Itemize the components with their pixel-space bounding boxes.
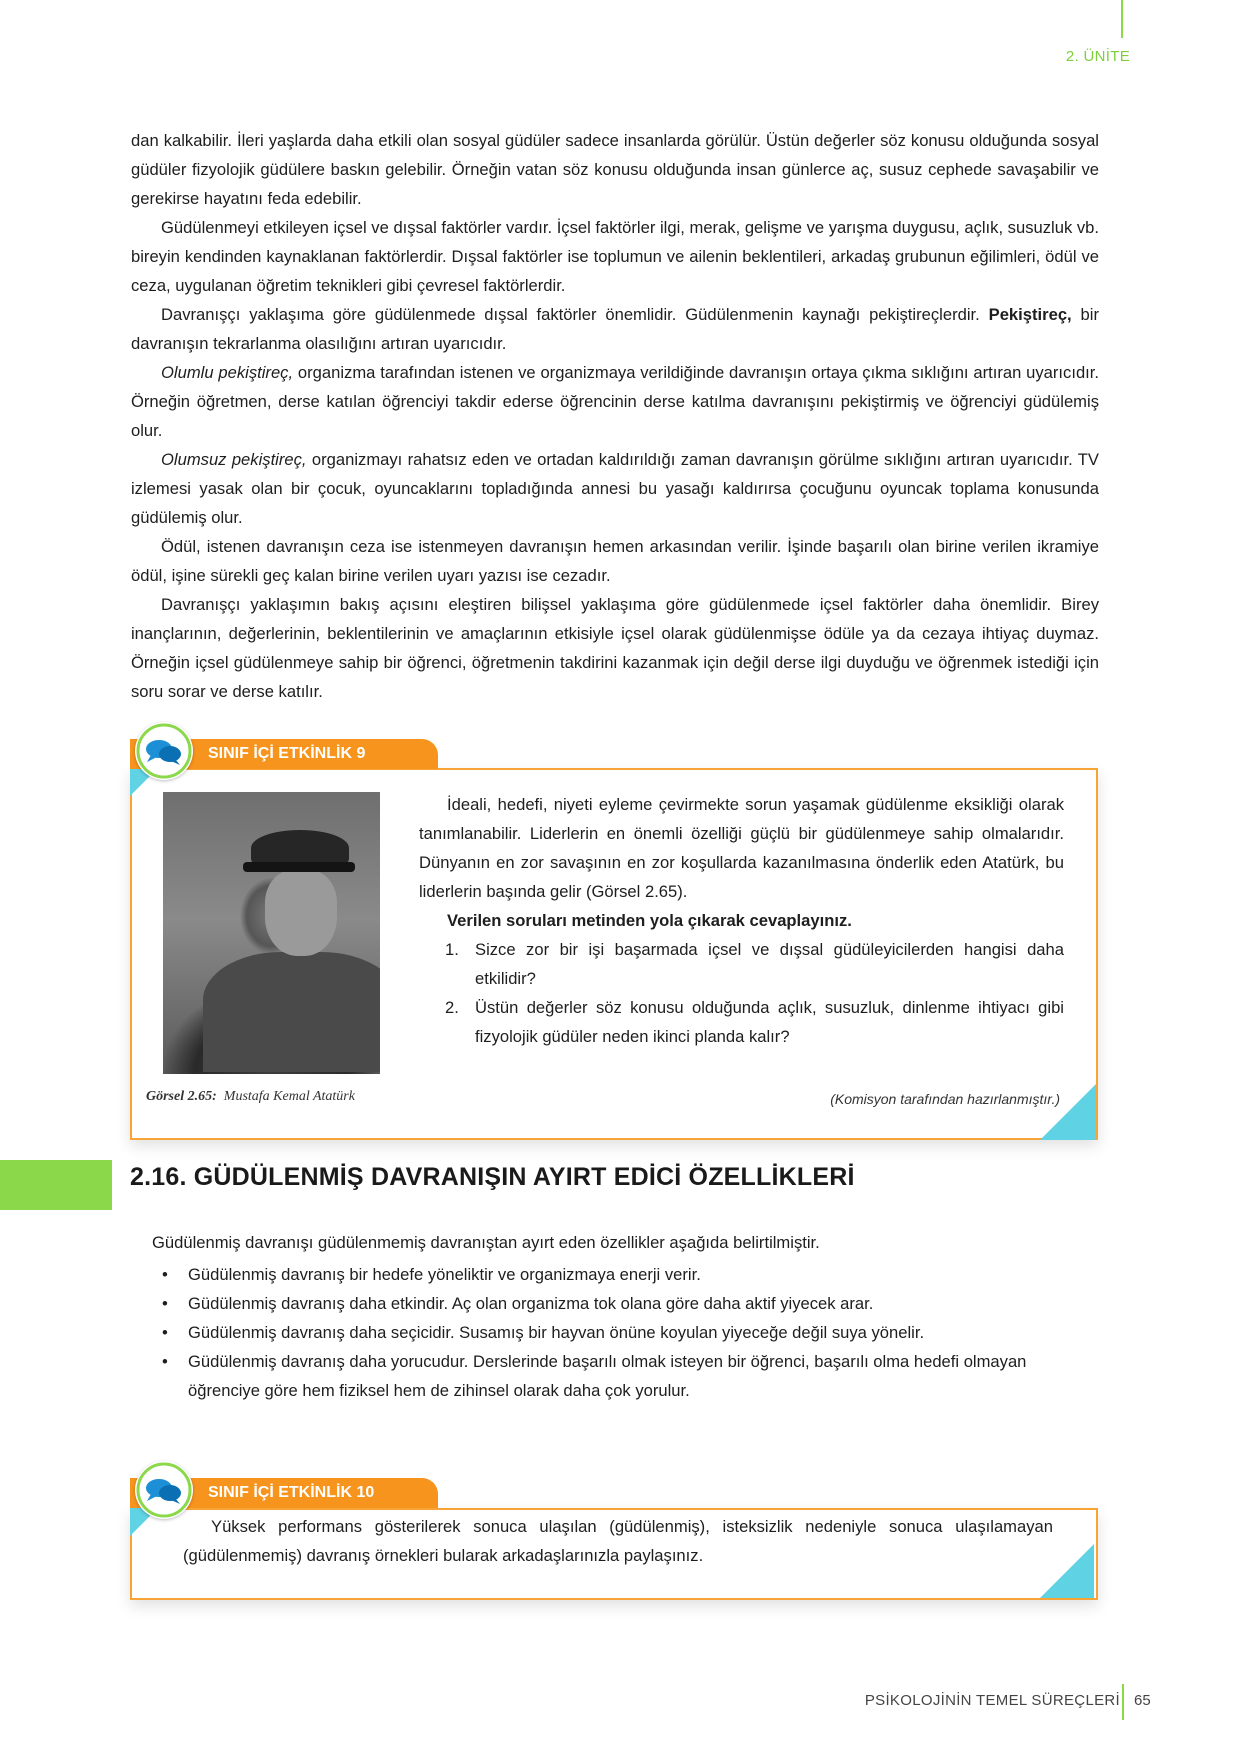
question-number: 1. [445,940,459,959]
header-rule [1121,0,1123,38]
ataturk-photo [163,792,380,1074]
unit-label: 2. ÜNİTE [1065,48,1130,65]
source-note: (Komisyon tarafından hazırlanmıştır.) [830,1091,1060,1107]
paragraph [131,300,1099,358]
list-item: • Güdülenmiş davranış daha etkindir. Aç olan organizma tok olana göre daha aktif yiyecek arar. [152,1289,1072,1318]
activity-9-instruction: Verilen soruları metinden yola çıkarak cevaplayınız. [447,911,852,930]
photo-figure-visor [243,862,355,872]
term: Olumsuz pekiştireç, [161,450,307,469]
activity-10-paragraph: Yüksek performans gösterilerek sonuca ulaşılan (güdülenmiş), isteksizlik nedeniyle sonuca ulaşılamayan (güdülenmemiş) davranış örnekleri bularak arkadaşlarınızla paylaşınız. [183,1517,1053,1565]
section-intro: Güdülenmiş davranışı güdülenmemiş davranıştan ayırt eden özellikler aşağıda belirtilmiştir. [152,1233,820,1252]
feature-list [152,1260,1072,1405]
paragraph-text: bir davranışın tekrarlanma olasılığını artıran uyarıcıdır. [131,305,1099,353]
activity-9-icon [135,722,193,780]
activity-10-title: SINIF İÇİ ETKİNLİK 10 [130,1478,438,1508]
question-item [419,993,1064,1051]
activity-9-paragraph: İdeali, hedefi, niyeti eyleme çevirmekte sorun yaşamak güdülenme eksikliği olarak tanımlanabilir. Liderlerin en önemli özelliği güçlü bir güdülenmeye sahip olmalarıdır. Dünyanın en zor savaşının en zor koşullarda kazanılmasına önderlik eden Atatürk, bu liderlerin başında gelir (Görsel 2.65). [419,795,1064,901]
paragraph: Güdülenmeyi etkileyen içsel ve dışsal faktörler vardır. İçsel faktörler ilgi, merak, gelişme ve yarışma duygusu, açlık, susuzluk vb. bireyin kendinden kaynaklanan faktörlerdir. Dışsal faktörler ise toplumun ve ailenin beklentileri, arkadaş grubunun eğilimleri, ödül ve ceza, uygulanan öğretim teknikleri gibi çevresel faktörlerdir. [131,218,1099,295]
speech-bubbles-icon [135,722,193,780]
activity-9-title: SINIF İÇİ ETKİNLİK 9 [130,739,438,769]
activity-10-text [183,1512,1053,1570]
activity-9-text [419,790,1064,1051]
list-item: • Güdülenmiş davranış bir hedefe yöneliktir ve organizmaya enerji verir. [152,1260,1072,1289]
section-marker [0,1160,112,1210]
paragraph [131,445,1099,532]
footer-separator [1122,1684,1124,1720]
activity-10-icon [135,1461,193,1519]
paragraph [131,358,1099,445]
term: Pekiştireç, [988,305,1072,324]
list-item: • Güdülenmiş davranış daha yorucudur. Derslerinde başarılı olmak isteyen bir öğrenci, başarılı olma hedefi olmayan öğrenciye göre hem fiziksel hem de zihinsel olarak daha çok yorulur. [152,1347,1072,1405]
caption-text: Mustafa Kemal Atatürk [223,1089,355,1104]
photo-figure-cap [251,830,349,866]
body-text [131,126,1099,706]
speech-bubbles-icon [135,1461,193,1519]
section-title: 2.16. GÜDÜLENMİŞ DAVRANIŞIN AYIRT EDİCİ ÖZELLİKLERİ [130,1163,855,1191]
paragraph-text: Davranışçı yaklaşıma göre güdülenmede dışsal faktörler önemlidir. Güdülenmenin kaynağı pekiştireçlerdir. [161,305,980,324]
question-list [419,935,1064,1051]
photo-figure-body [203,952,380,1072]
term: Olumlu pekiştireç, [161,363,294,382]
footer-book-title: PSİKOLOJİNİN TEMEL SÜREÇLERİ [864,1692,1120,1709]
caption-label: Görsel 2.65: [146,1089,217,1104]
page-number: 65 [1134,1692,1151,1709]
paragraph: Ödül, istenen davranışın ceza ise istenmeyen davranışın hemen arkasından verilir. İşinde başarılı olan birine verilen ikramiye ödül, işine sürekli geç kalan birine verilen uyarı yazısı ise cezadır. [131,537,1099,585]
paragraph: Davranışçı yaklaşımın bakış açısını eleştiren bilişsel yaklaşıma göre güdülenmede içsel faktörler daha önemlidir. Birey inançlarının, değerlerinin, beklentilerinin ve amaçlarının etkisiyle içsel olarak güdülenmişse ödüle ya da cezaya ihtiyaç duymaz. Örneğin içsel güdülenmeye sahip bir öğrenci, öğretmenin takdirini kazanmak için değil derse ilgi duyduğu ve öğrenmek istediği için soru sorar ve derse katılır. [131,595,1099,701]
paragraph: dan kalkabilir. İleri yaşlarda daha etkili olan sosyal güdüler sadece insanlarda görülür. Üstün değerler söz konusu olduğunda sosyal güdüler fizyolojik güdülere baskın gelebilir. Örneğin vatan söz konusu olduğunda insan günlerce aç, susuz cephede savaşabilir ve gerekirse hayatını feda edebilir. [131,131,1099,208]
question-item [419,935,1064,993]
photo-figure-face [265,870,337,956]
paragraph-text: organizma tarafından istenen ve organizmaya verildiğinde davranışın ortaya çıkma sıklığını artıran uyarıcıdır. Örneğin öğretmen, derse katılan öğrenciyi takdir ederse öğrencinin derse katılma davranışını pekiştirmiş ve öğrenciyi güdülemiş olur. [131,363,1100,440]
photo-caption [146,1089,416,1105]
question-text: Sizce zor bir işi başarmada içsel ve dışsal güdüleyicilerden hangisi daha etkilidir? [475,940,1064,988]
paragraph-text: organizmayı rahatsız eden ve ortadan kaldırıldığı zaman davranışın görülme sıklığını artıran uyarıcıdır. TV izlemesi yasak olan bir çocuk, oyuncaklarını topladığında annesi bu yasağı kaldırırsa çocuğunu oyuncak toplama konusunda güdülemiş olur. [131,450,1100,527]
list-item: • Güdülenmiş davranış daha seçicidir. Susamış bir hayvan önüne koyulan yiyeceğe değil suya yönelir. [152,1318,1072,1347]
question-text: Üstün değerler söz konusu olduğunda açlık, susuzluk, dinlenme ihtiyacı gibi fizyolojik güdüler neden ikinci planda kalır? [475,998,1064,1046]
question-number: 2. [445,998,459,1017]
